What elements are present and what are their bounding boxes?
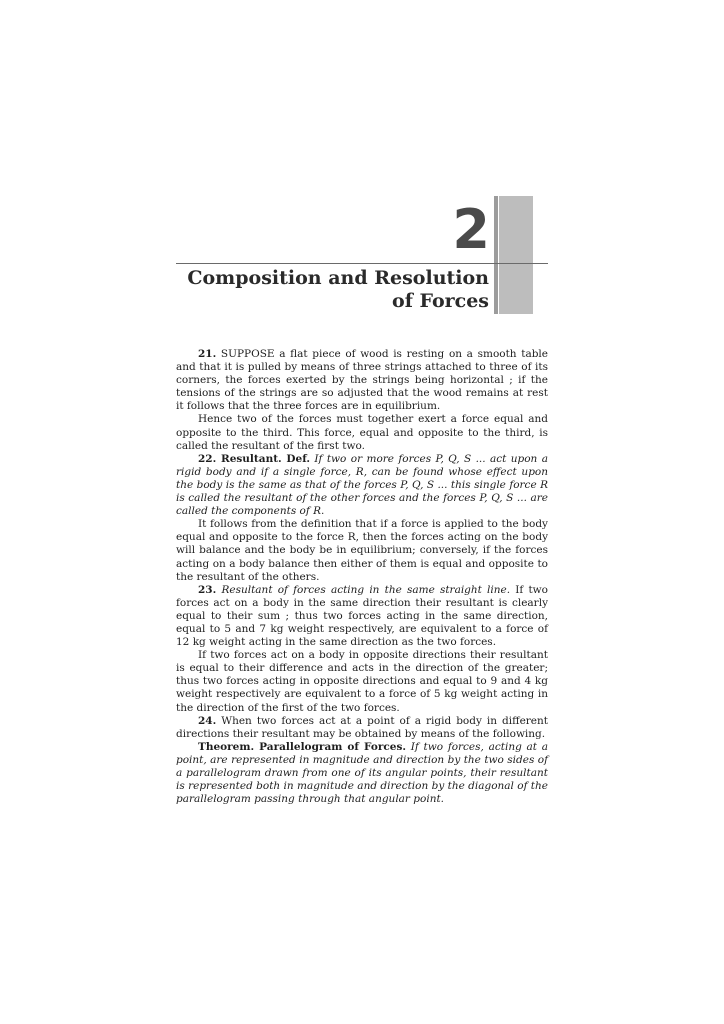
paragraph-text: Hence two of the forces must together exert a force equal and opposite to the third. This force, equal and opposite to the third, is called the resultant of the first two. [176,413,548,452]
paragraph-text: When two forces act at a point of a rigid body in different directions their resultant may be obtained by means of the following. [176,714,548,740]
chapter-rule [176,263,548,264]
chapter-side-bar-light [499,196,533,314]
chapter-number: 2 [452,198,490,261]
paragraph-23 [176,584,548,649]
body-text [176,348,548,806]
paragraph-text: If two forces act on a body in the same direction their resultant is clearly equal to their sum ; thus two forces acting in the same direction, equal to 5 and 7 kg weight respectively, are equivalent to a force of 12 kg weight acting in the same direction as the two forces. [176,583,548,649]
paragraph-lead: 24. [198,714,217,727]
paragraph-21-continued [176,413,548,452]
paragraph-theorem [176,741,548,806]
paragraph-text: SUPPOSE a flat piece of wood is resting on a smooth table and that it is pulled by means of three strings attached to three of its corners, the forces exerted by the strings being horizontal ; if the tensions of the strings are so adjusted that the wood remains at rest it follows that the three forces are in equilibrium. [176,348,548,413]
paragraph-text: If two forces act on a body in opposite directions their resultant is equal to their difference and acts in the direction of the greater; thus two forces acting in opposite directions and equal to 9 and 4 kg weight respectively are equivalent to a force of 5 kg weight acting in the direction of the first of the two forces. [176,649,548,714]
paragraph-lead: 21. [198,348,217,360]
paragraph-text: It follows from the definition that if a force is applied to the body equal and opposite to the force R, then the forces acting on the body will balance and the body be in equilibrium; conversely, if the forces acting on a body balance then either of them is equal and opposite to the resultant of the others. [176,518,548,583]
chapter-title [176,267,489,313]
paragraph-lead: 22. Resultant. Def. [198,452,311,465]
paragraph-21 [176,348,548,413]
chapter-title-line-2: of Forces [392,290,489,312]
paragraph-22-definition [176,453,548,518]
paragraph-23-continued [176,649,548,714]
paragraph-lead: Theorem. Parallelogram of Forces. [198,740,407,753]
chapter-title-line-1: Composition and Resolution [187,267,489,289]
paragraph-24 [176,715,548,741]
paragraph-italic-text: Resultant of forces acting in the same straight line. [216,583,511,596]
paragraph-lead: 23. [198,583,217,596]
paragraph-22-continued [176,518,548,583]
chapter-side-bar-dark [494,196,498,314]
paragraph-italic-text: If two forces, acting at a point, are represented in magnitude and direction by the two sides of a parallelogram drawn from one of its angular points, their resultant is represented both in magnitude and direction by the diagonal of the parallelogram passing through that angular point. [176,740,549,806]
paragraph-italic-text: If two or more forces P, Q, S ... act upon a rigid body and if a single force, R, can be found whose effect upon the body is the same as that of the forces P, Q, S ... this single force R is called the resultant of the other forces and the forces P, Q, S ... are called the components of R. [176,452,548,518]
